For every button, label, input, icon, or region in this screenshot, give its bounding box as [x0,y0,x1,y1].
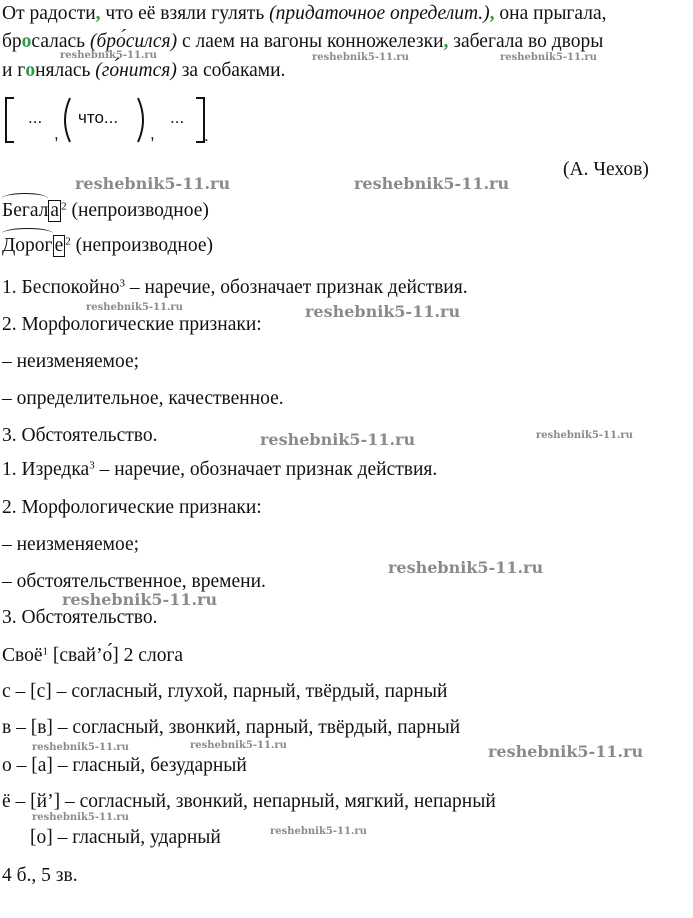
phonetic-sound: [й’] [30,791,61,812]
sentence-text: с лаем на вагоны конножелезки [177,31,444,52]
highlighted-comma: , [443,31,449,52]
word-root: Дорог [2,235,53,256]
sentence-line-2 [2,30,603,53]
phonetic-row [2,754,247,777]
watermark: reshebnik5-11.ru [354,174,510,193]
phonetic-sound: [с] [30,681,52,702]
sentence-text: за собаками. [176,60,286,81]
left-round-bracket [65,98,70,142]
phonetic-letter: в [2,717,12,738]
watermark: reshebnik5-11.ru [190,740,287,751]
adverb1-line-1 [2,276,468,299]
sentence-text: забегала во дворы [448,31,604,52]
watermark: reshebnik5-11.ru [488,742,644,761]
adverb1-line-5: 3. Обстоятельство. [2,425,158,446]
phonetic-sound: [а] [31,755,53,776]
sentence-text: что её взяли гулять [100,3,270,24]
phonetic-transcription: [свай’о́] 2 слога [48,645,184,666]
phonetic-letter: о [2,755,12,776]
watermark: reshebnik5-11.ru [75,174,231,193]
footnote-marker: 3 [89,459,95,472]
dash: – [11,755,32,776]
phonetic-desc: – гласный, безударный [52,755,247,776]
footnote-marker: 2 [61,200,67,213]
phonetic-row [2,716,460,739]
highlighted-comma: , [95,3,101,24]
watermark: reshebnik5-11.ru [312,52,409,63]
word-note: (непроизводное) [70,235,214,256]
sentence-text: и г [2,60,26,81]
adverb-desc: – наречие, обозначает признак действия. [94,459,438,480]
phonetic-row [2,790,496,813]
watermark: reshebnik5-11.ru [86,302,183,313]
author: (А. Чехов) [563,159,649,180]
phonetic-row [30,826,221,849]
footnote-marker: 1 [42,645,48,658]
word-analysis-1 [2,199,209,222]
adverb-word: 1. Изредка [2,459,90,480]
watermark: reshebnik5-11.ru [536,430,633,441]
sentence-text: салась [31,31,90,52]
phonetic-row [2,680,447,703]
watermark: reshebnik5-11.ru [60,50,157,61]
scheme-comma: , [54,124,59,143]
scheme-main-part: ... [170,108,185,127]
adverb2-line-2: 2. Морфологические признаки: [2,497,262,518]
watermark: reshebnik5-11.ru [500,52,597,63]
sentence-text: она прыгала, [494,3,607,24]
dash: – [10,681,31,702]
adverb2-line-5: 3. Обстоятельство. [2,607,158,628]
dash: – [10,791,31,812]
word-root: Бегал [2,200,49,221]
watermark: reshebnik5-11.ru [305,302,461,321]
scheme-subordinate-part: что... [78,108,119,127]
highlighted-vowel: о [21,31,32,52]
word-analysis-2 [2,234,213,257]
watermark: reshebnik5-11.ru [32,742,129,753]
phonetic-summary: 4 б., 5 зв. [2,865,78,886]
highlighted-comma: , [489,3,495,24]
word-note: (непроизводное) [66,200,209,221]
phonetic-sound: [о] [30,827,53,848]
adverb1-line-2: 2. Морфологические признаки: [2,314,262,335]
word-ending: е [54,235,64,256]
phonetic-desc: – согласный, звонкий, непарный, мягкий, непарный [60,791,496,812]
adverb2-line-3: – неизменяемое; [2,534,140,555]
right-square-bracket [196,98,204,142]
watermark: reshebnik5-11.ru [388,558,544,577]
clause-note: (придаточное определит.) [269,3,490,24]
sentence-line-3 [2,59,285,82]
sentence-text: бр [2,31,22,52]
check-word-note: (бро́сился) [89,31,178,52]
sentence-line-1 [2,2,607,25]
scheme-comma: , [150,124,155,143]
watermark: reshebnik5-11.ru [32,812,129,823]
dash: – [11,717,31,738]
adverb1-line-4: – определительное, качественное. [2,388,284,409]
scheme-period: . [204,126,209,145]
check-word-note: (го́нится) [95,60,177,81]
watermark: reshebnik5-11.ru [62,590,218,609]
adverb2-line-4: – обстоятельственное, времени. [2,571,266,592]
adverb1-line-3: – неизменяемое; [2,351,140,372]
phonetic-sound: [в] [30,717,53,738]
left-square-bracket [6,98,14,142]
phonetic-letter: ё [2,791,11,812]
watermark: reshebnik5-11.ru [270,826,367,837]
phonetic-letter: с [2,681,11,702]
phonetic-desc: – согласный, звонкий, парный, твёрдый, парный [52,717,461,738]
phonetic-desc: – гласный, ударный [52,827,221,848]
word-ending: а [50,200,60,221]
sentence-text: нялась [35,60,96,81]
phonetic-desc: – согласный, глухой, парный, твёрдый, парный [51,681,448,702]
adverb2-line-1 [2,458,437,481]
highlighted-vowel: о [25,60,36,81]
phonetic-header [2,644,183,667]
watermark: reshebnik5-11.ru [260,430,416,449]
phonetic-word: Своё [2,645,43,666]
footnote-marker: 2 [65,235,71,248]
adverb-desc: – наречие, обозначает признак действия. [125,277,468,298]
footnote-marker: 3 [119,277,126,290]
scheme-main-part: ... [28,108,43,127]
right-round-bracket [138,98,143,142]
adverb-word: 1. Беспокойно [2,277,120,298]
sentence-text: От радости [2,3,96,24]
